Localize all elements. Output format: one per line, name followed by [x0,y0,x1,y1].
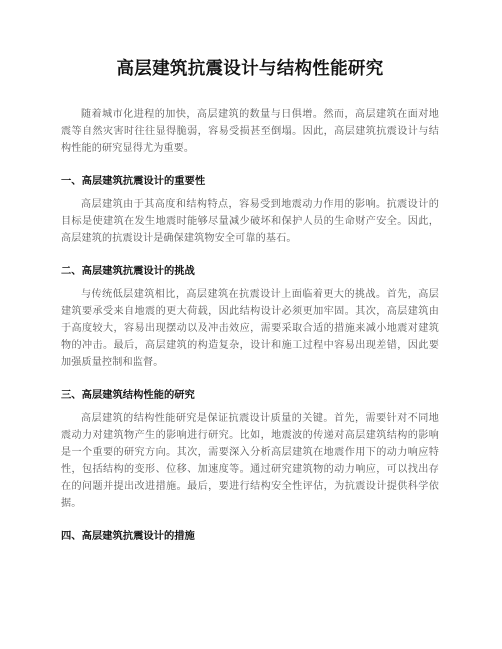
section-4-heading: 四、高层建筑抗震设计的措施 [61,530,195,542]
section-1-paragraph: 高层建筑由于其高度和结构特点，容易受到地震动力作用的影响。抗震设计的目标是使建筑在发生地震时能够尽量减少破坏和保护人员的生命财产安全。因此，高层建筑的抗震设计是确保建筑物安全可靠的基石。 [61,199,439,244]
section-3-paragraph: 高层建筑的结构性能研究是保证抗震设计质量的关键。首先，需要针对不同地震动力对建筑物产生的影响进行研究。比如，地震波的传递对高层建筑结构的影响是一个重要的研究方向。其次，需要深入分析高层建筑在地震作用下的动力响应特性，包括结构的变形、位移、加速度等。通过研究建筑物的动力响应，可以找出存在的问题并提出改进措施。最后，要进行结构安全性评估，为抗震设计提供科学依据。 [61,413,439,509]
section-2-paragraph: 与传统低层建筑相比，高层建筑在抗震设计上面临着更大的挑战。首先，高层建筑要承受来自地震的更大荷载，因此结构设计必须更加牢固。其次，高层建筑由于高度较大，容易出现摆动以及冲击效应，需要采取合适的措施来减小地震对建筑物的冲击。最后，高层建筑的构造复杂，设计和施工过程中容易出现差错，因此要加强质量控制和监督。 [61,289,439,368]
document-title: 高层建筑抗震设计与结构性能研究 [116,59,384,79]
section-2-heading: 二、高层建筑抗震设计的挑战 [61,265,195,277]
intro-paragraph: 随着城市化进程的加快，高层建筑的数量与日俱增。然而，高层建筑在面对地震等自然灾害时往往显得脆弱，容易受损甚至倒塌。因此，高层建筑抗震设计与结构性能的研究显得尤为重要。 [61,109,439,154]
section-3-heading: 三、高层建筑结构性能的研究 [61,389,195,401]
section-1-heading: 一、高层建筑抗震设计的重要性 [61,175,206,187]
